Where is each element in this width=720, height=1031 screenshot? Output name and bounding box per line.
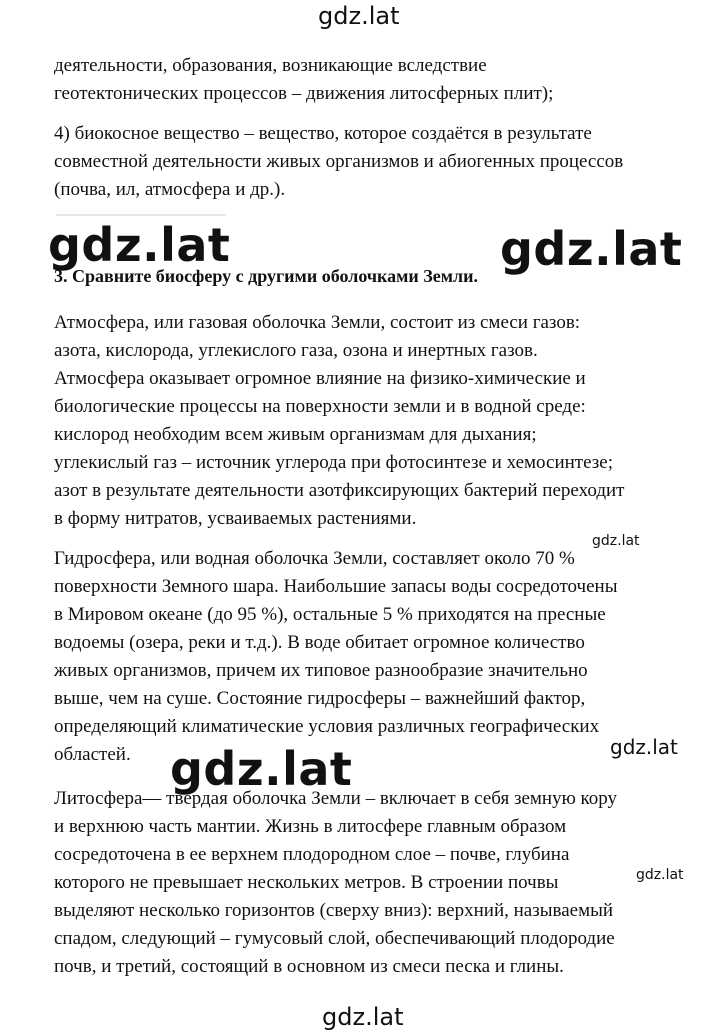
- paragraph-atmosphere: [54, 309, 690, 533]
- text-line: областей.: [54, 744, 131, 765]
- text-line: и верхнюю часть мантии. Жизнь в литосфере главным образом: [54, 816, 567, 837]
- paragraph-continuation: [54, 52, 690, 108]
- text-line: Атмосфера оказывает огромное влияние на физико-химические и: [54, 368, 586, 389]
- text-line: (почва, ил, атмосфера и др.).: [54, 179, 286, 200]
- text-line: которого не превышает нескольких метров. В строении почвы: [54, 872, 559, 893]
- watermark-small: gdz.lat: [592, 533, 640, 549]
- watermark-small: gdz.lat: [636, 867, 684, 883]
- text-line: почв, и третий, состоящий в основном из смеси песка и глины.: [54, 956, 564, 977]
- text-line: азот в результате деятельности азотфиксирующих бактерий переходит: [54, 480, 625, 501]
- text-line: определяющий климатические условия различных географических: [54, 716, 600, 737]
- question-heading: 3. Сравните биосферу с другими оболочками Земли.: [54, 266, 478, 286]
- scan-artifact-divider: [56, 214, 226, 216]
- text-line: выделяют несколько горизонтов (сверху вниз): верхний, называемый: [54, 900, 614, 921]
- text-line: Атмосфера, или газовая оболочка Земли, состоит из смеси газов:: [54, 312, 581, 333]
- text-line: 4) биокосное вещество – вещество, которое создаётся в результате: [54, 123, 592, 144]
- text-line: Гидросфера, или водная оболочка Земли, составляет около 70 %: [54, 548, 575, 569]
- text-line: в форму нитратов, усваиваемых растениями.: [54, 508, 417, 529]
- text-line: Литосфера— твердая оболочка Земли – включает в себя земную кору: [54, 788, 618, 809]
- text-line: выше, чем на суше. Состояние гидросферы – важнейший фактор,: [54, 688, 586, 709]
- text-line: водоемы (озера, реки и т.д.). В воде обитает огромное количество: [54, 632, 585, 653]
- watermark-bottom: gdz.lat: [322, 1003, 404, 1031]
- watermark-large-left: gdz.lat: [48, 218, 231, 272]
- text-line: углекислый газ – источник углерода при фотосинтезе и хемосинтезе;: [54, 452, 613, 473]
- text-line: деятельности, образования, возникающие вследствие: [54, 55, 487, 76]
- text-line: геотектонических процессов – движения литосферных плит);: [54, 83, 554, 104]
- watermark-large-middle: gdz.lat: [170, 742, 353, 796]
- text-line: поверхности Земного шара. Наибольшие запасы воды сосредоточены: [54, 576, 618, 597]
- text-line: совместной деятельности живых организмов и абиогенных процессов: [54, 151, 624, 172]
- paragraph-hydrosphere: [54, 545, 690, 769]
- text-line: в Мировом океане (до 95 %), остальные 5 % приходятся на пресные: [54, 604, 606, 625]
- text-line: сосредоточена в ее верхнем плодородном слое – почве, глубина: [54, 844, 570, 865]
- text-line: кислород необходим всем живым организмам для дыхания;: [54, 424, 537, 445]
- paragraph-lithosphere: [54, 785, 690, 981]
- text-line: спадом, следующий – гумусовый слой, обеспечивающий плодородие: [54, 928, 615, 949]
- text-line: живых организмов, причем их типовое разнообразие значительно: [54, 660, 588, 681]
- text-line: азота, кислорода, углекислого газа, озона и инертных газов.: [54, 340, 538, 361]
- text-line: биологические процессы на поверхности земли и в водной среде:: [54, 396, 586, 417]
- paragraph-biocos-substance: [54, 120, 690, 204]
- watermark-medium-right: gdz.lat: [610, 735, 678, 759]
- watermark-top: gdz.lat: [318, 2, 400, 30]
- watermark-large-right: gdz.lat: [500, 222, 683, 276]
